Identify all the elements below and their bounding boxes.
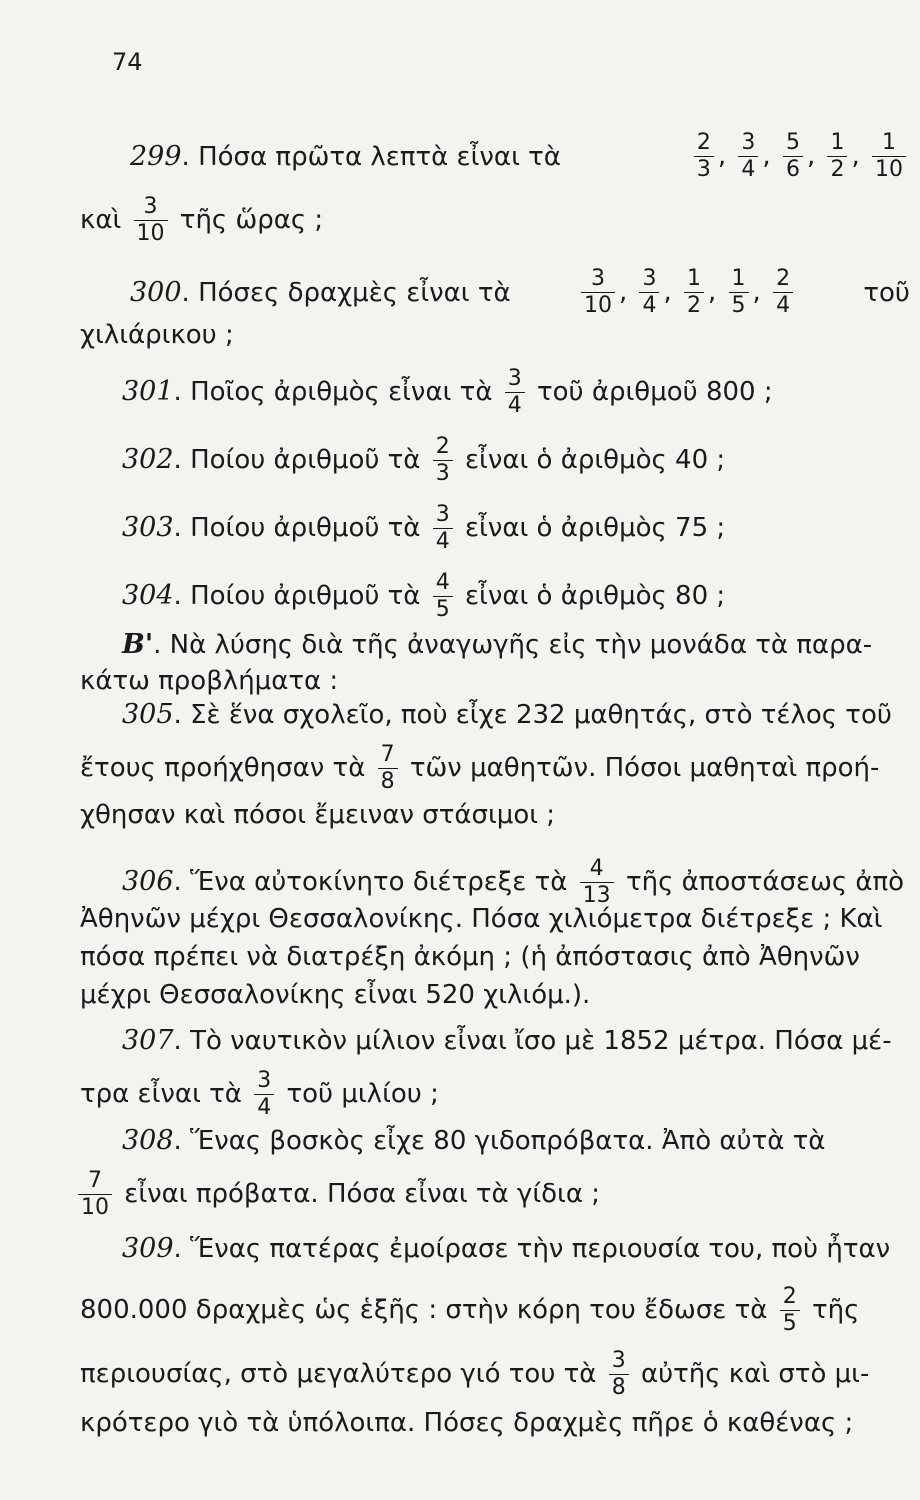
problem-309-line-4: κρότερο γιὸ τὰ ὑπόλοιπα. Πόσες δραχμὲς πῆρε ὁ καθένας ; — [80, 1408, 854, 1438]
fraction: $\frac{3}{4}$ — [505, 368, 525, 417]
section-b-line-2: κάτω προβλήματα : — [80, 666, 339, 696]
fraction: $\frac{1}{5}$ — [729, 268, 749, 317]
fraction: $\frac{7}{10}$ — [78, 1170, 112, 1219]
problem-306-line-4: μέχρι Θεσσαλονίκης εἶναι 520 χιλιόμ.). — [80, 980, 591, 1010]
page-number: 74 — [112, 48, 143, 76]
problem-text: . Πόσα πρῶτα λεπτὰ εἶναι τὰ — [181, 141, 561, 172]
problem-306-line-2: Ἀθηνῶν μέχρι Θεσσαλονίκης. Πόσα χιλιόμετρα διέτρεξε ; Καὶ — [80, 904, 883, 934]
fraction: $\frac{2}{4}$ — [773, 268, 793, 317]
problem-308-line-2: $\frac{7}{10}$ εἶναι πρόβατα. Πόσα εἶναι τὰ γίδια ; — [74, 1170, 600, 1219]
fraction: $\frac{5}{6}$ — [783, 132, 803, 181]
problem-306-line-3: πόσα πρέπει νὰ διατρέξη ἀκόμη ; (ἡ ἀπόστασις ἀπὸ Ἀθηνῶν — [80, 942, 860, 972]
fraction: $\frac{1}{2}$ — [827, 132, 847, 181]
fraction: $\frac{3}{4}$ — [738, 132, 758, 181]
problem-299-line-1 — [130, 132, 910, 181]
problem-305-line-1: 305. Σὲ ἕνα σχολεῖο, ποὺ εἶχε 232 μαθητάς, στὸ τέλος τοῦ — [122, 699, 892, 730]
fraction: $\frac{3}{10}$ — [134, 196, 168, 245]
problem-305-line-3: χθησαν καὶ πόσοι ἔμειναν στάσιμοι ; — [80, 800, 556, 830]
fraction: $\frac{7}{8}$ — [378, 744, 398, 793]
fraction: $\frac{3}{10}$ — [581, 268, 615, 317]
problem-300-line-2: χιλιάρικου ; — [80, 320, 234, 350]
problem-number: 300 — [130, 276, 182, 308]
problem-309-line-2: 800.000 δραχμὲς ὡς ἑξῆς : στὴν κόρη του ἔδωσε τὰ $\frac{2}{5}$ τῆς — [80, 1284, 860, 1336]
problem-307-line-2: τρα εἶναι τὰ $\frac{3}{4}$ τοῦ μιλίου ; — [80, 1068, 439, 1120]
problem-299-line-2: καὶ $\frac{3}{10}$ τῆς ὥρας ; — [80, 194, 324, 246]
fraction: $\frac{4}{13}$ — [580, 858, 614, 907]
problem-302: 302. Ποίου ἀριθμοῦ τὰ $\frac{2}{3}$ εἶναι ὁ ἀριθμὸς 40 ; — [122, 434, 726, 486]
fraction: $\frac{2}{3}$ — [694, 132, 714, 181]
problem-number: 299 — [130, 140, 182, 172]
problem-309-line-1: 309. Ἕνας πατέρας ἐμοίρασε τὴν περιουσία του, ποὺ ἦταν — [122, 1233, 891, 1264]
fraction: $\frac{3}{4}$ — [639, 268, 659, 317]
problem-303: 303. Ποίου ἀριθμοῦ τὰ $\frac{3}{4}$ εἶναι ὁ ἀριθμὸς 75 ; — [122, 502, 726, 554]
problem-300-line-1: 300. Πόσες δραχμὲς εἶναι τὰ $\frac{3}{10}$ , $\frac{3}{4}$ , $\frac{1}{2}$ , $\frac{1}{5}$ , $\frac{2}{4}$ τοῦ — [130, 266, 910, 318]
fraction: $\frac{1}{10}$ — [872, 132, 906, 181]
fraction: $\frac{3}{4}$ — [433, 504, 453, 553]
fraction: $\frac{2}{3}$ — [433, 436, 453, 485]
fraction: $\frac{3}{4}$ — [254, 1070, 274, 1119]
problem-307-line-1: 307. Τὸ ναυτικὸν μίλιον εἶναι ἴσο μὲ 1852 μέτρα. Πόσα μέ- — [122, 1025, 892, 1056]
fraction-list: $\frac{2}{3}$ , $\frac{3}{4}$ , $\frac{5}{6}$ , $\frac{1}{2}$ , $\frac{1}{10}$ — [690, 132, 910, 181]
fraction: $\frac{4}{5}$ — [433, 572, 453, 621]
problem-301: 301. Ποῖος ἀριθμὸς εἶναι τὰ $\frac{3}{4}$ τοῦ ἀριθμοῦ 800 ; — [122, 366, 773, 418]
problem-304: 304. Ποίου ἀριθμοῦ τὰ $\frac{4}{5}$ εἶναι ὁ ἀριθμὸς 80 ; — [122, 570, 726, 622]
problem-306-line-1: 306. Ἕνα αὐτοκίνητο διέτρεξε τὰ $\frac{4}{13}$ τῆς ἀποστάσεως ἀπὸ — [122, 856, 905, 908]
problem-308-line-1: 308. Ἕνας βοσκὸς εἶχε 80 γιδοπρόβατα. Ἀπὸ αὐτὰ τὰ — [122, 1125, 826, 1156]
problem-305-line-2: ἔτους προήχθησαν τὰ $\frac{7}{8}$ τῶν μαθητῶν. Πόσοι μαθηταὶ προή- — [80, 742, 880, 794]
fraction: $\frac{2}{5}$ — [780, 1286, 800, 1335]
problem-309-line-3: περιουσίας, στὸ μεγαλύτερο γιό του τὰ $\frac{3}{8}$ αὐτῆς καὶ στὸ μι- — [80, 1348, 870, 1400]
section-b-line-1: Β'. Νὰ λύσης διὰ τῆς ἀναγωγῆς εἰς τὴν μονάδα τὰ παρα- — [122, 629, 873, 660]
fraction: $\frac{1}{2}$ — [684, 268, 704, 317]
fraction: $\frac{3}{8}$ — [609, 1350, 629, 1399]
